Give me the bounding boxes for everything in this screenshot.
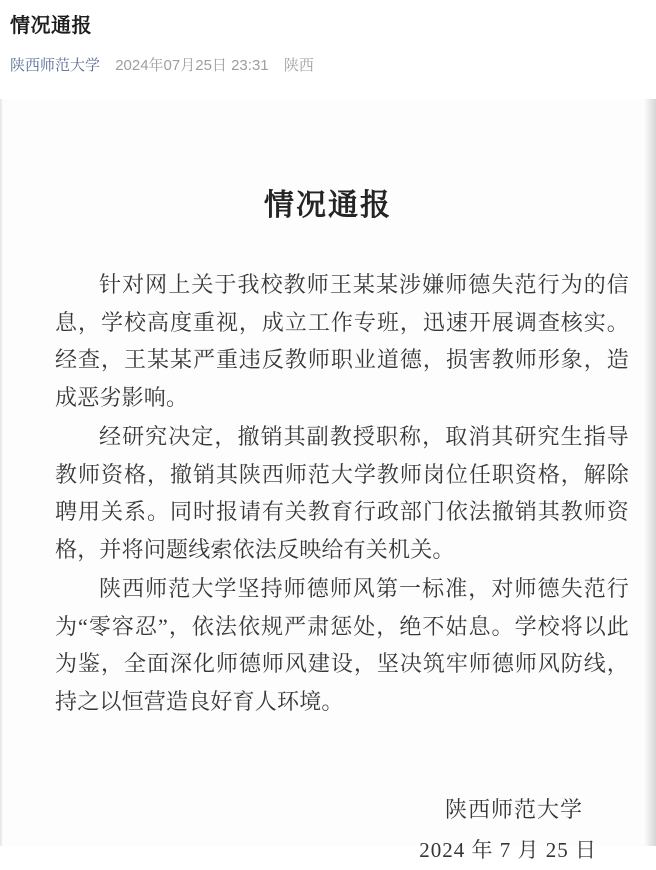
notice-title: 情况通报 (264, 189, 392, 222)
signature-block (55, 790, 629, 870)
signature-name: 陕西师范大学 (444, 797, 583, 822)
notice-paragraph-3: 陕西师范大学坚持师德师风第一标准，对师德失范行为“零容忍”，依法依规严肃惩处，绝不姑息。学校将以此为鉴，全面深化师德师风建设，坚决筑牢师德师风防线，持之以恒营造良好育人环境。 (55, 576, 629, 714)
byline (10, 56, 642, 76)
article-title: 情况通报 (10, 15, 92, 37)
signature-date: 2024 年 7 月 25 日 (419, 838, 597, 862)
notice-paragraph-2: 经研究决定，撤销其副教授职称，取消其研究生指导教师资格，撤销其陕西师范大学教师岗位任职资格，解除聘用关系。同时报请有关教育行政部门依法撤销其教师资格，并将问题线索依法反映给有关机关。 (55, 424, 629, 562)
publish-datetime: 2024年07月25日 23:31 (115, 57, 269, 74)
account-name-link[interactable]: 陕西师范大学 (10, 57, 101, 74)
article-header (0, 0, 656, 76)
notice-body (55, 266, 629, 870)
publish-location: 陕西 (283, 57, 314, 74)
notice-paragraph-1: 针对网上关于我校教师王某某涉嫌师德失范行为的信息，学校高度重视，成立工作专班，迅速开展调查核实。经查，王某某严重违反教师职业道德，损害教师形象，造成恶劣影响。 (55, 272, 629, 410)
notice-document-image[interactable] (0, 99, 656, 862)
